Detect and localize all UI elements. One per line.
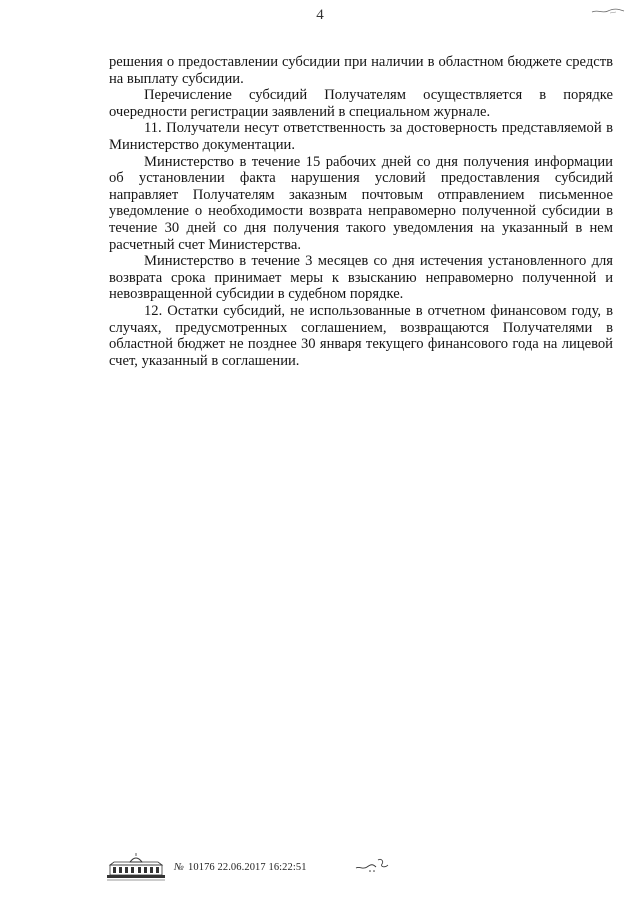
- government-building-logo-icon: [104, 852, 168, 882]
- paragraph-violation-notice: Министерство в течение 15 рабочих дней со дня получения информации об установлении факта нарушения условий предоставления субсидий направляет Получателям заказным почтовым отправлением письменное уведомление о необходимости возврата неправомерно полученной субсидии в течение 30 дней со дня получения такого уведомления на указанный в нем расчетный счет Министерства.: [109, 153, 613, 253]
- handwritten-mark-icon: [354, 852, 394, 874]
- paragraph-clause-12: 12. Остатки субсидий, не использованные в отчетном финансовом году, в случаях, предусмотренных соглашением, возвращаются Получателями в областной бюджет не позднее 30 января текущего финансового года на лицевой счет, указанный в соглашении.: [109, 302, 613, 369]
- scan-artifact-icon: [590, 6, 626, 16]
- page-number: 4: [316, 7, 324, 23]
- paragraph-transfer-order: Перечисление субсидий Получателям осуществляется в порядке очередности регистрации заявлений в специальном журнале.: [109, 87, 613, 120]
- stamp-number-datetime: 10176 22.06.2017 16:22:51: [188, 862, 307, 873]
- document-body: [109, 54, 613, 369]
- paragraph-clause-11: 11. Получатели несут ответственность за достоверность представляемой в Министерство документации.: [109, 120, 613, 153]
- stamp-number-sign: №: [174, 862, 185, 873]
- registration-stamp: [174, 862, 307, 873]
- paragraph-recovery: Министерство в течение 3 месяцев со дня истечения установленного для возврата срока принимает меры к взысканию неправомерно полученной и невозвращенной субсидии в судебном порядке.: [109, 253, 613, 303]
- document-footer: [104, 852, 524, 882]
- paragraph-continuation: решения о предоставлении субсидии при наличии в областном бюджете средств на выплату субсидии.: [109, 54, 613, 87]
